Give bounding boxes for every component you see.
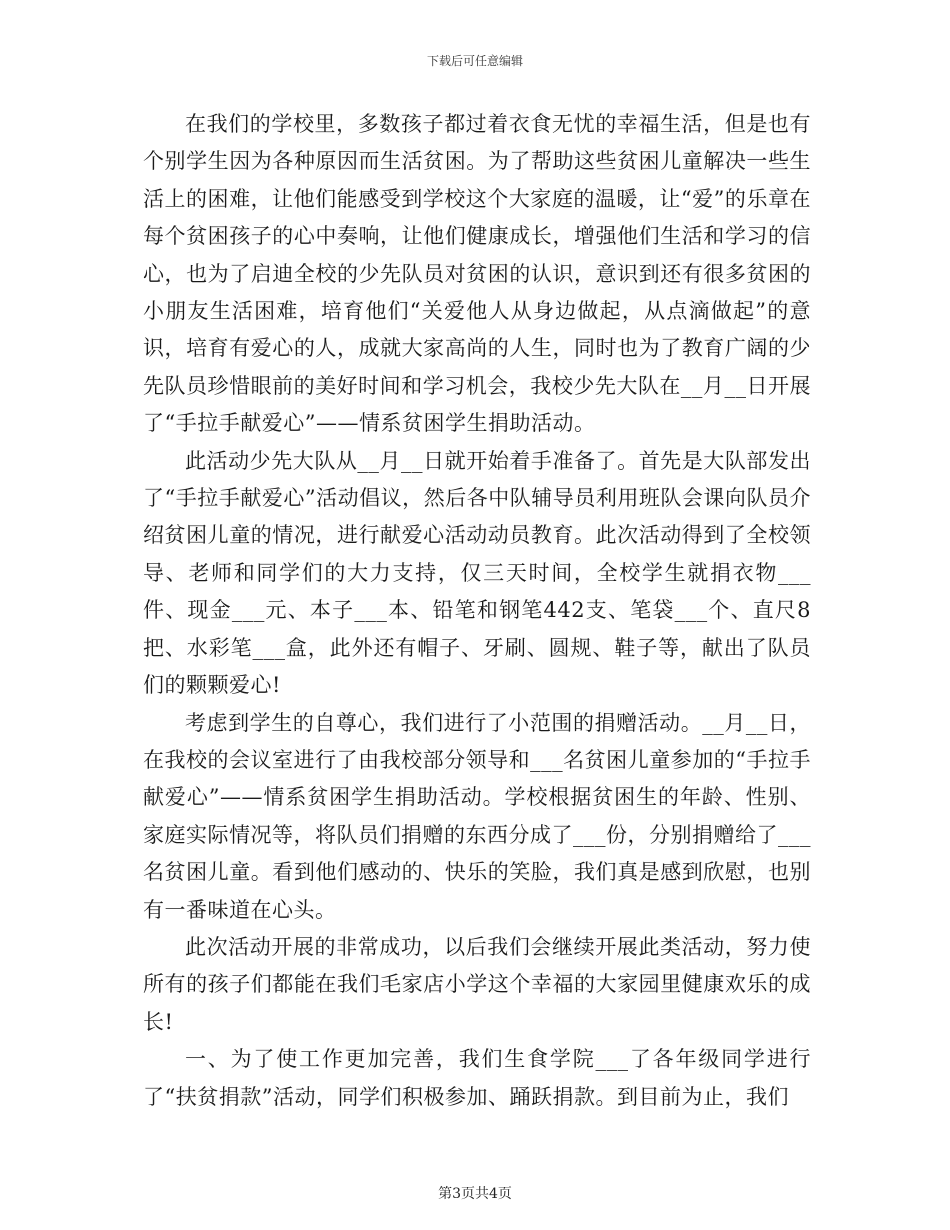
paragraph-intro: 在我们的学校里，多数孩子都过着衣食无忧的幸福生活，但是也有个别学生因为各种原因而生活贫困。为了帮助这些贫困儿童解决一些生活上的困难，让他们能感受到学校这个大家庭的温暖，让“爱”的乐章在每个贫困孩子的心中奏响，让他们健康成长，增强他们生活和学习的信心，也为了启迪全校的少先队员对贫困的认识，意识到还有很多贫困的小朋友生活困难，培育他们“关爱他人从身边做起，从点滴做起”的意识，培育有爱心的人，成就大家高尚的人生，同时也为了教育广阔的少先队员珍惜眼前的美好时间和学习机会，我校少先大队在__月__日开展了“手拉手献爱心”——情系贫困学生捐助活动。 (143, 112, 811, 436)
paragraph-section-one: 一、为了使工作更加完善，我们生食学院___了各年级同学进行了“扶贫捐款”活动，同学们积极参加、踊跃捐款。到目前为止，我们 (143, 1047, 811, 1109)
document-body (143, 106, 811, 1116)
page-footer: 第3页共4页 (438, 1186, 512, 1202)
paragraph-conclusion: 此次活动开展的非常成功，以后我们会继续开展此类活动，努力使所有的孩子们都能在我们毛家店小学这个幸福的大家园里健康欢乐的成长! (143, 934, 811, 1034)
paragraph-donation-event: 考虑到学生的自尊心，我们进行了小范围的捐赠活动。__月__日，在我校的会议室进行了由我校部分领导和___名贫困儿童参加的“手拉手献爱心”——情系贫困学生捐助活动。学校根据贫困生的年龄、性别、家庭实际情况等，将队员们捐赠的东西分成了___份，分别捐赠给了___名贫困儿童。看到他们感动的、快乐的笑脸，我们真是感到欣慰，也别有一番味道在心头。 (143, 710, 811, 922)
paragraph-preparation: 此活动少先大队从__月__日就开始着手准备了。首先是大队部发出了“手拉手献爱心”活动倡议，然后各中队辅导员利用班队会课向队员介绍贫困儿童的情况，进行献爱心活动动员教育。此次活动得到了全校领导、老师和同学们的大力支持，仅三天时间，全校学生就捐衣物___件、现金___元、本子___本、铅笔和钢笔442支、笔袋___个、直尺8把、水彩笔___盒，此外还有帽子、牙刷、圆规、鞋子等，献出了队员们的颗颗爱心! (143, 448, 811, 698)
page-header: 下载后可任意编辑 (426, 54, 523, 68)
